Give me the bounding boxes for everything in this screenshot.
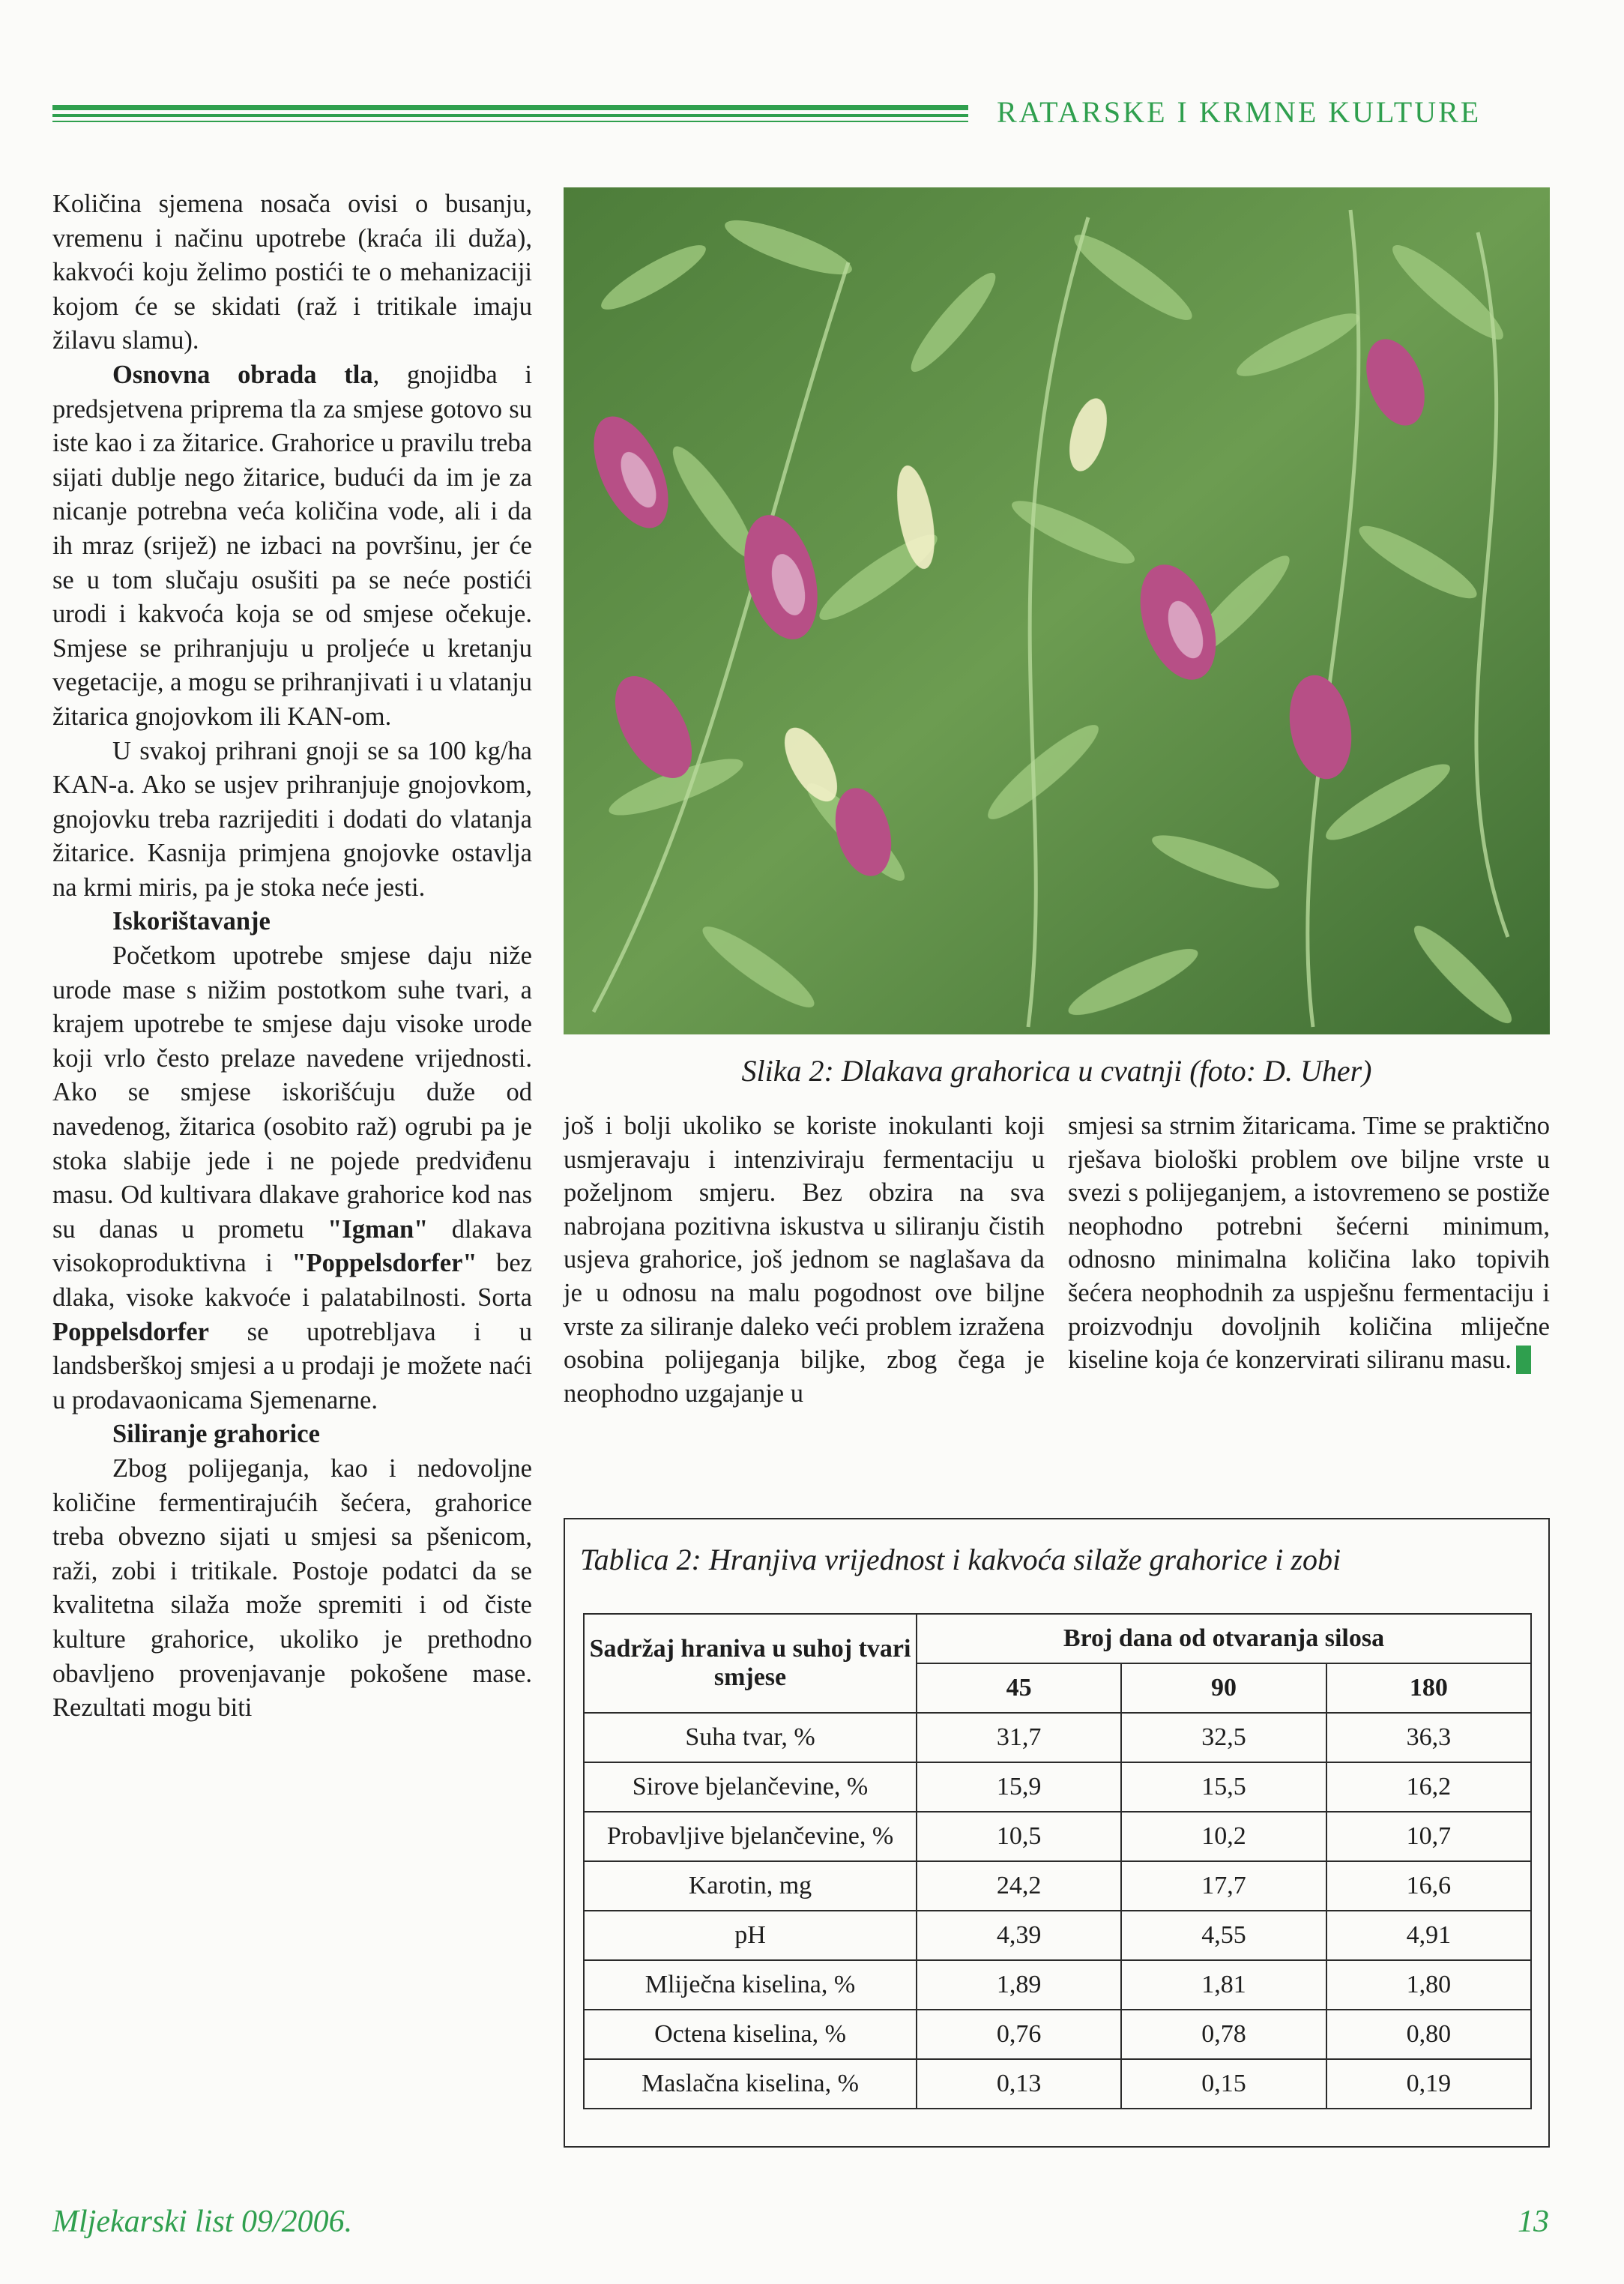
subheading-siliranje: Siliranje grahorice bbox=[112, 1420, 320, 1449]
photo-caption: Slika 2: Dlakava grahorica u cvatnji (foto: D. Uher) bbox=[741, 1054, 1372, 1088]
header-rules bbox=[52, 105, 968, 122]
table-header-day: 180 bbox=[1326, 1663, 1531, 1713]
paragraph: Osnovna obrada tla, gnojidba i predsjetvena priprema tla za smjese gotovo su iste kao i za žitarice. Grahorice u pravilu treba sijati dublje nego žitarice, budući da im je za nicanje potrebna veća količina vode, ali i da ih mraz (srijež) ne izbaci na površinu, jer će se u tom slučaju osušiti pa se neće postići urodi i kakvoća koja se od smjese očekuje. Smjese se prihranjuju u proljeće u kretanju vegetacije, a mogu se prihranjivati i u vlatanju žitarica gnojovkom ili KAN-om. bbox=[52, 360, 532, 731]
vetch-photo bbox=[564, 187, 1550, 1034]
table-row: Suha tvar, % 31,7 32,5 36,3 bbox=[584, 1713, 1531, 1762]
left-column bbox=[52, 187, 532, 1726]
table-header-day: 45 bbox=[917, 1663, 1121, 1713]
table-row: Probavljive bjelančevine, % 10,5 10,2 10,7 bbox=[584, 1812, 1531, 1861]
table-row: Sirove bjelančevine, % 15,9 15,5 16,2 bbox=[584, 1762, 1531, 1812]
paragraph: Količina sjemena nosača ovisi o busanju, vremenu i načinu upotrebe (kraća ili duža), kakvoći koju želimo postići te o mehanizaciji kojom će se skidati (raž i tritikale imaju žilavu slamu). bbox=[52, 190, 532, 355]
paragraph: smjesi sa strnim žitaricama. Time se praktično rješava biološki problem ove biljne vrste u svezi s polijeganjem, a istovremeno se postiže neophodno potrebni šećerni minimum, odnosno minimalna količina lako topivih šećera neophodnih za uspješnu fermentaciju i proizvodnju dovoljnih količina mliječne kiseline koja će konzervirati siliranu masu. bbox=[1068, 1112, 1550, 1375]
page-number: 13 bbox=[1518, 2205, 1549, 2239]
subheading-iskoristavanje: Iskorištavanje bbox=[112, 907, 271, 936]
table-row: Mliječna kiselina, % 1,89 1,81 1,80 bbox=[584, 1960, 1531, 2010]
paragraph: U svakoj prihrani gnoji se sa 100 kg/ha KAN-a. Ako se usjev prihranjuje gnojovkom, gnojovku treba razrijediti i dodati do vlatanja žitarice. Kasnija primjena gnojovke ostavlja na krmi miris, pa je stoka neće jesti. bbox=[52, 736, 532, 902]
paragraph: Početkom upotrebe smjese daju niže urode mase s nižim postotkom suhe tvari, a krajem upotrebe te smjese daju visoke urode koji vrlo često prelaze navedene vrijednosti. Ako se smjese iskorišćuju duže od navedenog, žitarica (osobito raž) ogrubi pa je stoka slabije jede i ne pojede predviđenu masu. Od kultivara dlakave grahorice kod nas su danas u prometu "Igman" dlakava visokoproduktivna i "Poppelsdorfer" bez dlaka, visoke kakvoće i palatabilnosti. Sorta Poppelsdorfer se upotrebljava i u landsberškoj smjesi a u prodaji je možete naći u prodavaonicama Sjemenarne. bbox=[52, 941, 532, 1414]
paragraph: još i bolji ukoliko se koriste inokulanti koji usmjeravaju i intenziviraju fermentaciju u poželjnom smjeru. Bez obzira na sva nabrojana pozitivna iskustva u siliranju čistih usjeva grahorice, još jednom se naglašava da je u odnosu na malu pogodnost ove biljne vrste za siliranje daleko veći problem izražena osobina polijeganja biljke, zbog čega je neophodno uzgajanje u bbox=[564, 1112, 1045, 1408]
journal-footer: Mljekarski list 09/2006. bbox=[52, 2205, 353, 2239]
table-box bbox=[564, 1518, 1550, 2148]
right-column bbox=[1068, 1109, 1550, 1377]
table-header-group: Broj dana od otvaranja silosa bbox=[917, 1614, 1531, 1663]
nutrition-table bbox=[583, 1613, 1532, 2109]
middle-column bbox=[564, 1109, 1045, 1410]
paragraph: Zbog polijeganja, kao i nedovoljne količine fermentirajućih šećera, grahorice treba obvezno sijati u smjesi sa pšenicom, raži, zobi i tritikale. Postoje podatci da se kvalitetna silaža može spremiti i od čiste kulture grahorice, ukoliko je prethodno obavljeno provenjavanje pokošene mase. Rezultati mogu biti bbox=[52, 1453, 532, 1723]
table-row: Maslačna kiselina, % 0,13 0,15 0,19 bbox=[584, 2059, 1531, 2109]
section-title: RATARSKE I KRMNE KULTURE bbox=[997, 95, 1482, 129]
table-header-left: Sadržaj hraniva u suhoj tvari smjese bbox=[584, 1614, 917, 1713]
bold-lead: Osnovna obrada tla bbox=[112, 360, 373, 389]
table-row: Octena kiselina, % 0,76 0,78 0,80 bbox=[584, 2010, 1531, 2059]
table-row: Karotin, mg 24,2 17,7 16,6 bbox=[584, 1861, 1531, 1911]
table-row: pH 4,39 4,55 4,91 bbox=[584, 1911, 1531, 1960]
end-of-article-mark bbox=[1516, 1346, 1531, 1374]
table-header-day: 90 bbox=[1121, 1663, 1326, 1713]
table-title: Tablica 2: Hranjiva vrijednost i kakvoća silaže grahorice i zobi bbox=[580, 1543, 1341, 1576]
